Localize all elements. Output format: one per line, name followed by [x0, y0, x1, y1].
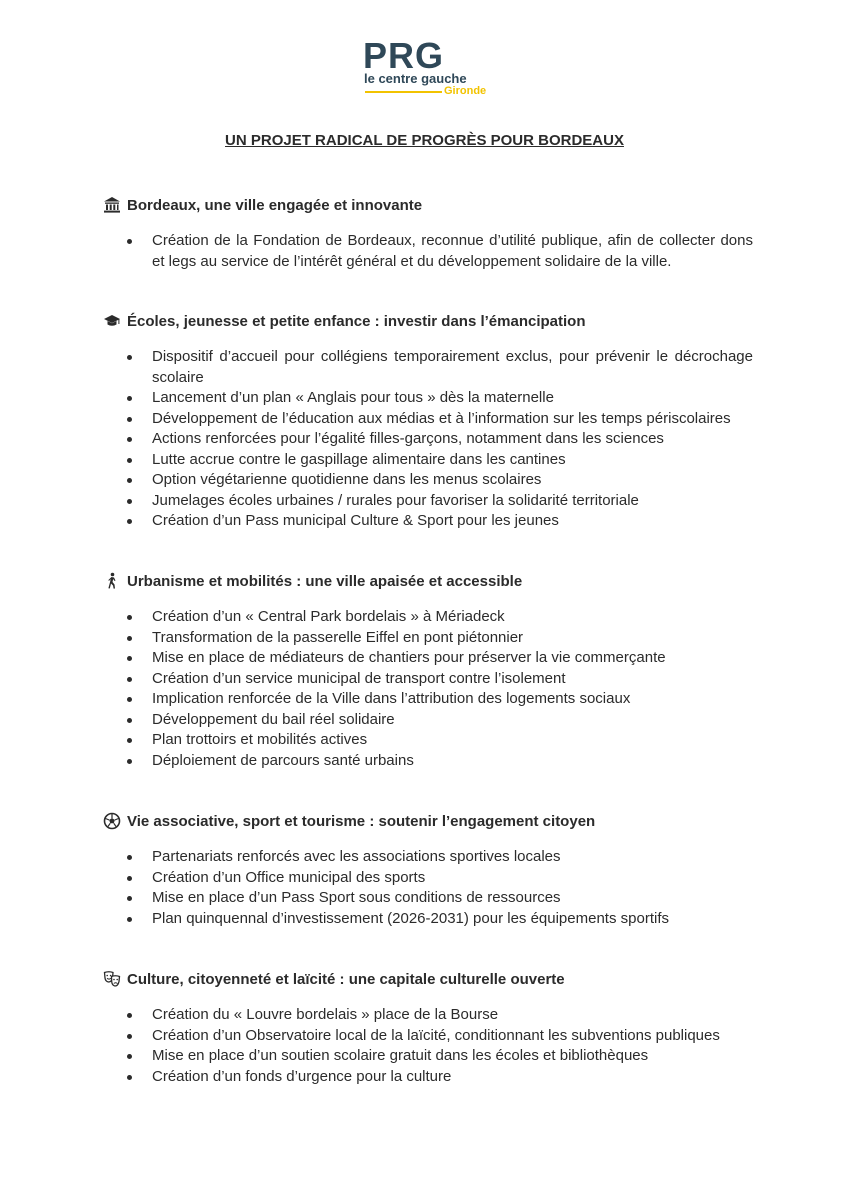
list-item: Lutte accrue contre le gaspillage alimentaire dans les cantines: [103, 450, 753, 471]
section-heading: [103, 811, 753, 831]
list-item: Création du « Louvre bordelais » place de la Bourse: [103, 1005, 753, 1026]
item-list: [103, 231, 753, 272]
list-item: Mise en place d’un Pass Sport sous conditions de ressources: [103, 888, 753, 909]
list-item: Partenariats renforcés avec les associations sportives locales: [103, 847, 753, 868]
list-item: Création d’un Observatoire local de la laïcité, conditionnant les subventions publiques: [103, 1026, 753, 1047]
section-title: Urbanisme et mobilités : une ville apaisée et accessible: [127, 572, 523, 590]
list-item: Mise en place de médiateurs de chantiers pour préserver la vie commerçante: [103, 648, 753, 669]
list-item: Création d’un Pass municipal Culture & Sport pour les jeunes: [103, 511, 753, 532]
document-title: UN PROJET RADICAL DE PROGRÈS POUR BORDEAUX: [225, 132, 624, 149]
section-heading: [103, 195, 753, 215]
list-item: Implication renforcée de la Ville dans l’attribution des logements sociaux: [103, 689, 753, 710]
item-list: [103, 1005, 753, 1087]
building-icon: [103, 196, 121, 214]
list-item: Jumelages écoles urbaines / rurales pour favoriser la solidarité territoriale: [103, 491, 753, 512]
section-title: Écoles, jeunesse et petite enfance : investir dans l’émancipation: [127, 312, 586, 330]
pedestrian-icon: [103, 572, 121, 590]
section-title: Vie associative, sport et tourisme : soutenir l’engagement citoyen: [127, 812, 596, 830]
list-item: Création d’un fonds d’urgence pour la culture: [103, 1067, 753, 1088]
list-item: Mise en place d’un soutien scolaire gratuit dans les écoles et bibliothèques: [103, 1046, 753, 1067]
list-item: Transformation de la passerelle Eiffel en pont piétonnier: [103, 628, 753, 649]
list-item: Dispositif d’accueil pour collégiens temporairement exclus, pour prévenir le décrochage scolaire: [103, 347, 753, 388]
list-item: Option végétarienne quotidienne dans les menus scolaires: [103, 470, 753, 491]
logo-underline: [365, 91, 442, 93]
list-item: Plan quinquennal d’investissement (2026-2031) pour les équipements sportifs: [103, 909, 753, 930]
section-ville-engagee: [103, 195, 753, 272]
section-heading: [103, 571, 753, 591]
logo-region: Gironde: [444, 85, 487, 97]
section-heading: [103, 969, 753, 989]
list-item: Création d’un Office municipal des sports: [103, 868, 753, 889]
section-urbanisme-mobilites: [103, 571, 753, 771]
section-title: Culture, citoyenneté et laïcité : une capitale culturelle ouverte: [127, 970, 565, 988]
soccer-ball-icon: [103, 812, 121, 830]
section-heading: [103, 311, 753, 331]
list-item: Développement du bail réel solidaire: [103, 710, 753, 731]
theater-masks-icon: [103, 970, 121, 988]
section-title: Bordeaux, une ville engagée et innovante: [127, 196, 423, 214]
logo-tagline: le centre gauche: [364, 71, 467, 86]
prg-logo: [363, 35, 493, 98]
list-item: Actions renforcées pour l’égalité filles-garçons, notamment dans les sciences: [103, 429, 753, 450]
list-item: Création d’un service municipal de transport contre l’isolement: [103, 669, 753, 690]
list-item: Déploiement de parcours santé urbains: [103, 751, 753, 772]
list-item: Plan trottoirs et mobilités actives: [103, 730, 753, 751]
list-item: Lancement d’un plan « Anglais pour tous » dès la maternelle: [103, 388, 753, 409]
item-list: [103, 847, 753, 929]
item-list: [103, 347, 753, 532]
list-item: Création de la Fondation de Bordeaux, reconnue d’utilité publique, afin de collecter dons et legs au service de l’intérêt général et du développement solidaire de la ville.: [103, 231, 753, 272]
list-item: Création d’un « Central Park bordelais » à Mériadeck: [103, 607, 753, 628]
section-culture-laicite: [103, 969, 753, 1087]
section-vie-associative-sport: [103, 811, 753, 929]
section-ecoles-jeunesse: [103, 311, 753, 532]
graduation-cap-icon: [103, 312, 121, 330]
logo-initials: PRG: [363, 35, 445, 76]
item-list: [103, 607, 753, 771]
list-item: Développement de l’éducation aux médias et à l’information sur les temps périscolaires: [103, 409, 753, 430]
